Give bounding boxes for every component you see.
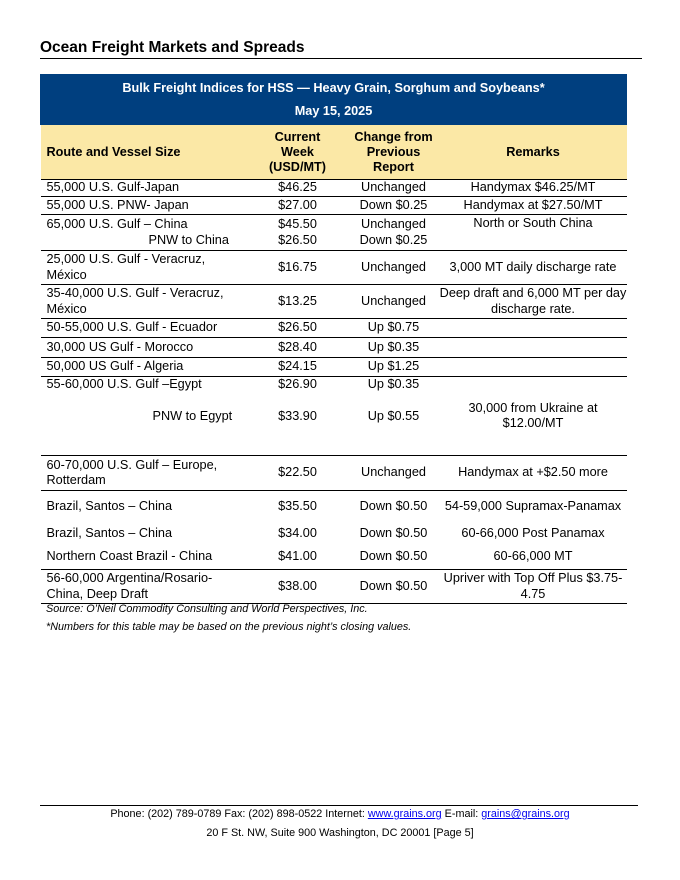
route-cell: 55,000 U.S. Gulf-Japan xyxy=(41,180,248,197)
header-current-line2: Week xyxy=(281,144,314,159)
section-rule xyxy=(40,58,642,59)
price-cell xyxy=(248,215,348,251)
remarks-cell: Handymax at $27.50/MT xyxy=(440,197,627,215)
change-cell: Down $0.25 xyxy=(348,197,440,215)
freight-table xyxy=(40,74,627,604)
price-cell: $46.25 xyxy=(248,180,348,197)
remarks-cell xyxy=(440,358,627,377)
price-cell: $26.50 xyxy=(248,319,348,338)
section-title: Ocean Freight Markets and Spreads xyxy=(40,39,305,56)
change-cell: Down $0.50 xyxy=(348,545,440,570)
change-line: Unchanged xyxy=(361,217,426,231)
change-cell xyxy=(348,215,440,251)
remarks-cell xyxy=(440,319,627,338)
table-row xyxy=(41,215,627,251)
change-cell: Up $0.35 xyxy=(348,338,440,358)
remarks-cell: 54-59,000 Supramax-Panamax xyxy=(444,499,622,513)
remarks-cell: 60-66,000 Post Panamax xyxy=(461,525,605,540)
change-cell: Unchanged xyxy=(348,285,440,319)
table-row xyxy=(41,338,627,358)
email-link[interactable]: grains@grains.org xyxy=(481,808,570,820)
table-row xyxy=(41,523,627,545)
change-cell: Down $0.50 xyxy=(359,525,428,540)
table-banner-title: Bulk Freight Indices for HSS — Heavy Grain, Sorghum and Soybeans* xyxy=(41,75,627,100)
table-row xyxy=(41,180,627,197)
change-cell: Unchanged xyxy=(348,180,440,197)
table-row xyxy=(41,545,627,570)
header-current-line1: Current xyxy=(274,129,321,144)
remarks-cell: North or South China xyxy=(440,215,627,251)
header-change-line1: Change from xyxy=(354,129,433,144)
footer-rule xyxy=(40,805,638,806)
price-cell: $34.00 xyxy=(278,525,317,540)
price-cell: $16.75 xyxy=(248,251,348,285)
change-cell: Unchanged xyxy=(348,251,440,285)
remarks-cell: 3,000 MT daily discharge rate xyxy=(440,251,627,285)
remarks-cell xyxy=(440,377,627,393)
change-cell: Down $0.50 xyxy=(359,499,428,513)
change-subline: Down $0.25 xyxy=(359,232,428,247)
route-cell: 55-60,000 U.S. Gulf –Egypt xyxy=(46,377,202,391)
table-row xyxy=(41,285,627,319)
route-cell: Brazil, Santos – China xyxy=(46,499,173,513)
header-current-line3: (USD/MT) xyxy=(268,159,327,174)
price-cell: $38.00 xyxy=(248,570,348,604)
table-row xyxy=(41,570,627,604)
route-cell xyxy=(41,215,248,251)
table-header-row xyxy=(41,125,627,180)
remarks-cell: Upriver with Top Off Plus $3.75-4.75 xyxy=(440,570,627,604)
route-cell: 50,000 US Gulf - Algeria xyxy=(41,358,248,377)
price-cell: $35.50 xyxy=(278,499,317,513)
table-row xyxy=(41,491,627,523)
table-row xyxy=(41,319,627,338)
route-cell: Northern Coast Brazil - China xyxy=(41,545,248,570)
change-cell: Unchanged xyxy=(348,456,440,491)
change-cell: Up $0.35 xyxy=(367,377,420,391)
price-cell: $13.25 xyxy=(248,285,348,319)
route-cell xyxy=(41,393,248,456)
table-row xyxy=(41,251,627,285)
price-cell: $33.90 xyxy=(248,393,348,456)
change-cell: Down $0.50 xyxy=(348,570,440,604)
website-link[interactable]: www.grains.org xyxy=(367,808,442,820)
price-cell: $24.15 xyxy=(248,358,348,377)
remarks-cell xyxy=(440,338,627,358)
change-cell: Up $0.75 xyxy=(348,319,440,338)
route-subline: PNW to Egypt xyxy=(152,408,233,423)
remarks-cell: 30,000 from Ukraine at $12.00/MT xyxy=(440,393,627,456)
footer-email-label: E-mail: xyxy=(441,808,482,820)
footer-phone-text: Phone: (202) 789-0789 Fax: (202) 898-0522 Internet: xyxy=(110,808,368,820)
price-cell: $27.00 xyxy=(248,197,348,215)
price-subline: $26.50 xyxy=(278,232,317,247)
numbers-note: *Numbers for this table may be based on the previous night’s closing values. xyxy=(46,621,412,633)
table-row xyxy=(41,456,627,491)
table-row xyxy=(41,358,627,377)
header-route: Route and Vessel Size xyxy=(41,125,248,180)
route-cell: 25,000 U.S. Gulf - Veracruz, México xyxy=(41,251,248,285)
table-row xyxy=(41,197,627,215)
source-note: Source: O’Neil Commodity Consulting and World Perspectives, Inc. xyxy=(46,603,368,615)
price-cell: $28.40 xyxy=(248,338,348,358)
footer-contact xyxy=(0,808,680,820)
table-row xyxy=(41,393,627,456)
price-line: $45.50 xyxy=(278,217,317,231)
route-subline: PNW to China xyxy=(148,232,229,247)
remarks-cell: 60-66,000 MT xyxy=(440,545,627,570)
route-cell: 56-60,000 Argentina/Rosario-China, Deep Draft xyxy=(41,570,248,604)
price-cell: $22.50 xyxy=(248,456,348,491)
freight-table-container xyxy=(40,74,626,604)
route-cell: 35-40,000 U.S. Gulf - Veracruz, México xyxy=(41,285,248,319)
header-change-line2: Previous xyxy=(366,144,421,159)
footer-address: 20 F St. NW, Suite 900 Washington, DC 20001 [Page 5] xyxy=(206,827,474,839)
header-current xyxy=(248,125,348,180)
price-cell: $26.90 xyxy=(278,377,317,391)
route-cell: Brazil, Santos – China xyxy=(46,525,173,540)
table-row xyxy=(41,377,627,393)
route-cell: 55,000 U.S. PNW- Japan xyxy=(41,197,248,215)
route-line: 65,000 U.S. Gulf – China xyxy=(46,217,188,231)
header-change-line3: Report xyxy=(373,159,414,174)
remarks-cell: Handymax $46.25/MT xyxy=(440,180,627,197)
header-change xyxy=(348,125,440,180)
header-remarks: Remarks xyxy=(440,125,627,180)
remarks-cell: Deep draft and 6,000 MT per day discharge rate. xyxy=(440,285,627,319)
price-cell: $41.00 xyxy=(248,545,348,570)
table-banner-date: May 15, 2025 xyxy=(41,100,627,125)
change-cell: Up $0.55 xyxy=(348,393,440,456)
change-cell: Up $1.25 xyxy=(348,358,440,377)
route-cell: 30,000 US Gulf - Morocco xyxy=(41,338,248,358)
remarks-cell: Handymax at +$2.50 more xyxy=(440,456,627,491)
route-cell: 50-55,000 U.S. Gulf - Ecuador xyxy=(41,319,248,338)
route-cell: 60-70,000 U.S. Gulf – Europe, Rotterdam xyxy=(41,456,248,491)
